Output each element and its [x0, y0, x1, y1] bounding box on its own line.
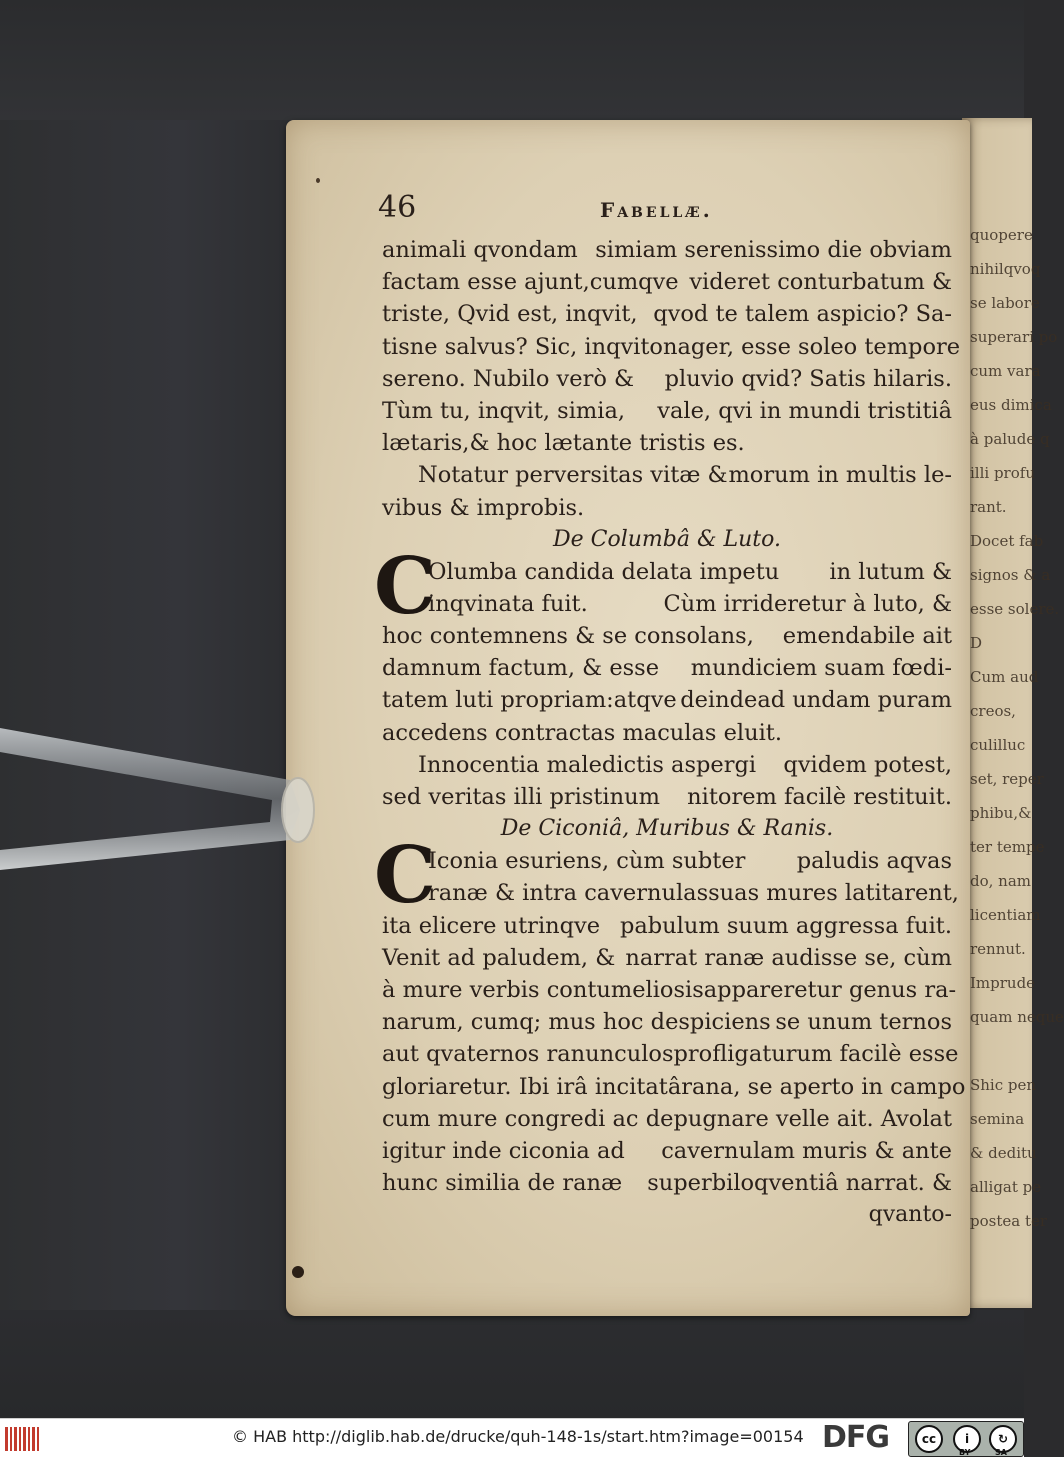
text-line: [382, 1071, 966, 1103]
text-segment: cum mure congredi ac: [382, 1105, 639, 1132]
text-segment: rana, se aperto in campo: [681, 1073, 966, 1100]
viewer-footer: [0, 1418, 1024, 1457]
text-segment: ita elicere utrinqve: [382, 912, 601, 939]
text-segment: inqvinata fuit.: [428, 590, 588, 617]
text-segment: deindead undam puram: [680, 687, 952, 714]
background-top: [0, 0, 1024, 120]
dfg-logo[interactable]: DFG: [822, 1420, 890, 1455]
text-line: [382, 234, 952, 266]
text-segment: vibus & improbis.: [382, 494, 585, 521]
text-line: [382, 556, 952, 588]
text-line: [382, 1167, 952, 1199]
text-segment: tatem luti propriam:atqve: [382, 687, 677, 714]
text-line: [382, 427, 952, 459]
text-segment: videret conturbatum &: [689, 269, 952, 296]
text-segment: depugnare velle ait. Avolat: [645, 1105, 952, 1132]
text-segment: accedens contractas maculas eluit.: [382, 719, 782, 746]
text-segment: in lutum &: [829, 558, 952, 585]
text-segment: hunc similia de ranæ: [382, 1170, 623, 1197]
text-line: [382, 974, 957, 1006]
text-line: [382, 1135, 952, 1167]
text-segment: lætaris,& hoc lætante tristis es.: [382, 430, 745, 457]
text-line: [382, 620, 952, 652]
text-line: [382, 588, 952, 620]
text-segment: sereno. Nubilo verò &: [382, 365, 635, 392]
text-segment: profligaturum facilè esse: [673, 1041, 959, 1068]
page-number: 46: [378, 190, 417, 225]
text-segment: damnum factum, & esse: [382, 655, 660, 682]
text-segment: igitur inde ciconia ad: [382, 1137, 625, 1164]
text-segment: narum, cumq; mus hoc despiciens: [382, 1009, 771, 1036]
text-line: [382, 942, 952, 974]
fable-heading-2: De Ciconiâ, Muribus & Ranis.: [500, 816, 834, 842]
text-segment: hoc contemnens & se consolans,: [382, 623, 754, 650]
text-segment: qvod te talem aspicio? Sa-: [653, 301, 952, 328]
moral-1: [382, 459, 952, 523]
text-segment: Iconia esuriens, cùm subter: [428, 848, 746, 875]
catchword: qvanto-: [868, 1202, 952, 1228]
text-segment: onager, esse soleo tempore: [649, 333, 961, 360]
cc-icon: cc: [915, 1425, 943, 1453]
page-text: [374, 190, 966, 1231]
drop-cap-2: C: [374, 830, 437, 922]
text-segment: Tùm tu, inqvit, simia,: [382, 397, 626, 424]
text-line: [382, 845, 952, 877]
sa-icon: ↻: [989, 1425, 1017, 1453]
running-head: Fabellæ.: [600, 198, 713, 222]
text-segment: Cùm irrideretur à luto, &: [663, 590, 952, 617]
glass-page-holder: [0, 722, 330, 872]
text-segment: vale, qvi in mundi tristitiâ: [657, 397, 952, 424]
text-line: [382, 652, 952, 684]
text-line: [382, 331, 961, 363]
text-segment: se unum ternos: [775, 1009, 952, 1036]
text-line: [382, 1038, 959, 1070]
text-segment: sed veritas illi pristinum: [382, 784, 660, 810]
text-line: [382, 298, 952, 330]
text-line: [382, 684, 952, 716]
next-page-edge: [962, 118, 1064, 1308]
fable-intro: [382, 234, 961, 459]
text-segment: suas mures latitarent,: [708, 880, 959, 907]
text-line: [382, 910, 952, 942]
text-segment: nitorem facilè restituit.: [687, 784, 952, 810]
fable-1: [374, 540, 952, 749]
text-line: [382, 877, 959, 909]
fable-1-text: [382, 556, 952, 749]
text-segment: à mure verbis contumeliosis: [382, 976, 704, 1003]
text-segment: Olumba candida delata impetu: [428, 558, 780, 585]
text-segment: triste, Qvid est, inqvit,: [382, 301, 638, 328]
drop-cap-1: C: [374, 540, 437, 632]
text-line: [382, 395, 952, 427]
sa-label: SA: [995, 1448, 1007, 1457]
text-line: [382, 717, 952, 749]
cc-license-badge[interactable]: [908, 1421, 1024, 1457]
text-segment: pabulum suum aggressa fuit.: [619, 912, 952, 939]
text-segment: simiam serenissimo die obviam: [595, 237, 952, 263]
text-line: [382, 749, 952, 781]
text-segment: tisne salvus? Sic, inqvit: [382, 333, 650, 360]
next-page-text: quopere nihilqvoq se labore superari po cum vara eus dimica à palude q illi profu rant. Docet fab signos & a esse solere. D Cum aud creos, culilluc set, reper phibu,& ter tempe do, nam licentiam rennut. Imprude quam neque Shic pen semina & deditu alligat pe postea ter: [970, 226, 1064, 1230]
fable-2: [374, 830, 966, 1199]
text-segment: animali qvondam: [382, 237, 578, 263]
text-line: [382, 781, 952, 813]
text-line: [382, 363, 952, 395]
text-segment: factam esse ajunt,cumqve: [382, 269, 679, 296]
text-segment: cavernulam muris & ante: [661, 1137, 952, 1164]
book-page: [286, 120, 970, 1316]
background-bottom: [0, 1310, 1024, 1418]
page-corner-mark: [292, 1266, 304, 1278]
text-line: [382, 459, 952, 491]
text-segment: gloriaretur. Ibi irâ incitatâ: [382, 1073, 682, 1100]
footer-credit-link[interactable]: © HAB http://diglib.hab.de/drucke/quh-148-1s/start.htm?image=00154: [232, 1427, 804, 1446]
text-segment: pluvio qvid? Satis hilaris.: [664, 365, 952, 392]
text-segment: superbiloqventiâ narrat. &: [647, 1170, 952, 1197]
text-line: [382, 1103, 952, 1135]
text-segment: Innocentia maledictis aspergi: [418, 751, 757, 778]
page-header: [378, 190, 952, 234]
text-segment: Notatur perversitas vitæ &: [418, 462, 728, 489]
page-holder-graphic: [0, 722, 330, 872]
text-segment: ranæ & intra cavernulas: [428, 880, 709, 907]
fable-heading-1: De Columbâ & Luto.: [552, 526, 782, 552]
by-icon: i: [953, 1425, 981, 1453]
text-segment: Venit ad paludem, &: [382, 944, 616, 971]
text-line: [382, 1006, 952, 1038]
background-left: [0, 0, 300, 1418]
text-segment: paludis aqvas: [796, 848, 952, 875]
by-label: BY: [959, 1448, 971, 1457]
hab-barcode-icon: [4, 1425, 44, 1453]
page-mark: [316, 178, 320, 183]
text-segment: morum in multis le-: [728, 462, 952, 489]
fable-2-text: [382, 845, 966, 1199]
text-segment: emendabile ait: [782, 623, 952, 650]
text-line: [382, 266, 952, 298]
text-segment: qvidem potest,: [783, 751, 952, 778]
text-line: [382, 492, 952, 524]
moral-2: [382, 749, 952, 813]
text-segment: mundiciem suam fœdi-: [690, 655, 952, 682]
text-segment: narrat ranæ audisse se, cùm: [625, 944, 952, 971]
text-segment: appareretur genus ra-: [703, 976, 957, 1003]
text-segment: aut qvaternos ranunculos: [382, 1041, 674, 1068]
